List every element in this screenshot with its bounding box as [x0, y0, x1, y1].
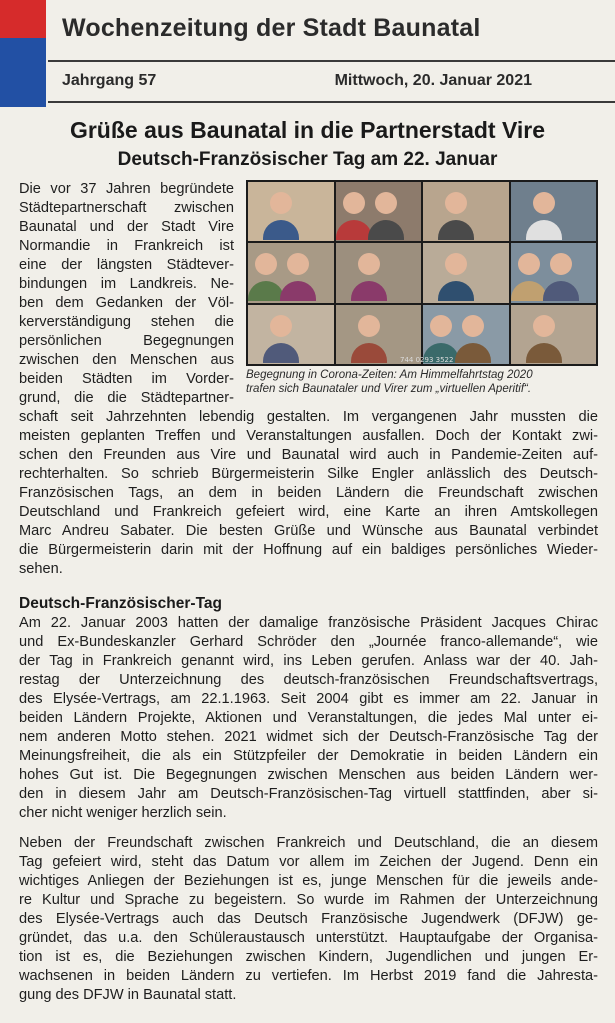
text-line: nem anderen Motto stehen. 2021 widmet sich der Deutsch-Französische Tag der: [19, 729, 598, 745]
person-head: [375, 192, 397, 214]
text-line: hohes Gut ist. Die Begegnungen zwischen Menschen aus beiden Ländern wer-: [19, 767, 598, 783]
text-line: Französischen Tags, an dem in beiden Ländern die Freundschaft zwischen: [19, 485, 598, 501]
participant-tile: [423, 182, 509, 241]
text-line: re Kultur und Sprache zu begeistern. So wurde im Rahmen der Unterzeichnung: [19, 892, 598, 908]
person-body: [248, 281, 284, 301]
text-line: grund, die die Städtepartner-: [19, 390, 234, 406]
text-line: zwischen den Menschen aus: [19, 352, 234, 368]
text-line: trafen sich Baunataler und Virer zum „virtuellen Aperitif“.: [246, 383, 532, 395]
text-line: Die vor 37 Jahren begründete: [19, 181, 234, 197]
issue-line: [62, 72, 532, 90]
article-headline: Grüße aus Baunatal in die Partnerstadt Vire: [69, 117, 546, 143]
participant-tile: [248, 243, 334, 302]
person-head: [270, 192, 292, 214]
person-body: [263, 343, 299, 363]
text-line: Tag gefeiert wird, steht das Datum vor allem im Zeichen der Jugend. Denn ein: [19, 854, 598, 870]
text-line: tion ist es, die Beziehungen zwischen Kindern, Jugendlichen und jungen Er-: [19, 949, 598, 965]
person-body: [336, 220, 372, 240]
person-head: [430, 315, 452, 337]
text-line: ben dem Gedanken der Völ-: [19, 295, 234, 311]
text-line: wachsenen in beiden Ländern zu vertiefen. Im Herbst 2019 fand die Jahresta-: [19, 968, 598, 984]
masthead-rule-bottom: [48, 101, 615, 103]
participant-tile: [423, 243, 509, 302]
text-line: Neben der Freundschaft zwischen Frankreich und Deutschland, die an diesem: [19, 835, 598, 851]
person-body: [511, 281, 547, 301]
volume-label: Jahrgang 57: [62, 72, 157, 89]
text-line: des Elysée-Vertrags auch das Deutsch Französische Jugendwerk (DFJW) ge-: [19, 911, 598, 927]
participant-tile: [336, 182, 422, 241]
person-body: [543, 281, 579, 301]
participant-tile: [248, 305, 334, 364]
text-line: beiden Städten im Vorder-: [19, 371, 234, 387]
person-body: [351, 343, 387, 363]
text-line: restag der Unterzeichnung des deutsch-französischen Freundschaftsvertrags,: [19, 672, 598, 688]
section-heading: Deutsch-Französischer-Tag: [19, 595, 222, 612]
participant-tile: [511, 182, 597, 241]
person-head: [343, 192, 365, 214]
participant-tile: [248, 182, 334, 241]
person-body: [368, 220, 404, 240]
person-body: [438, 281, 474, 301]
person-body: [263, 220, 299, 240]
text-line: gung des DFJW in Baunatal statt.: [19, 987, 237, 1003]
person-head: [445, 192, 467, 214]
text-line: beiden Ländern Projekte, Aktionen und Veranstaltungen, die jedes Mal unter ei-: [19, 710, 598, 726]
text-line: Am 22. Januar 2003 hatten der damalige französische Präsident Jacques Chirac: [19, 615, 598, 631]
person-head: [445, 253, 467, 275]
person-head: [255, 253, 277, 275]
person-head: [358, 253, 380, 275]
person-body: [455, 343, 491, 363]
text-line: Baunatal und der Stadt Vire: [19, 219, 234, 235]
text-line: Begegnung in Corona-Zeiten: Am Himmelfahrtstag 2020: [246, 369, 533, 381]
section-paragraph: [19, 614, 598, 823]
text-line: cher nicht weniger herzlich sein.: [19, 805, 227, 821]
person-head: [533, 192, 555, 214]
text-line: Deutschland und Frankreich gefeiert wird, eine Karte an ihren Amtskollegen: [19, 504, 598, 520]
text-line: persönlichen Begegnungen: [19, 333, 234, 349]
person-head: [533, 315, 555, 337]
person-body: [351, 281, 387, 301]
text-line: der Tag in Frankreich genannt wird, ins Leben gerufen. Anlass war der 40. Jah-: [19, 653, 598, 669]
flag-logo: [0, 0, 46, 107]
person-head: [518, 253, 540, 275]
closing-paragraph: [19, 834, 598, 1005]
video-call-photo: [246, 180, 598, 366]
text-line: schaft seit Jahrzehnten lebendig gestalten. Im vergangenen Jahr mussten die: [19, 409, 598, 425]
text-line: Meinungsfreiheit, die als ein Stützpfeiler der Demokratie in beiden Ländern ein: [19, 748, 598, 764]
flag-blue-stripe: [0, 38, 46, 107]
text-line: schen den Freunden aus Vire und Baunatal wird auch in Pandemie-Zeiten auf-: [19, 447, 598, 463]
text-line: kerverständigung stehen die: [19, 314, 234, 330]
intro-column: [19, 180, 234, 408]
participant-tile: [511, 305, 597, 364]
text-line: meisten geplanten Treffen und Veranstaltungen ausfallen. Doch der Kontakt zwi-: [19, 428, 598, 444]
intro-continued: [19, 408, 598, 579]
issue-date: Mittwoch, 20. Januar 2021: [334, 72, 532, 89]
text-line: rechterhalten. So schrieb Bürgermeisterin Silke Engler anlässlich des Deutsch-: [19, 466, 598, 482]
text-line: eine der längsten Städtever-: [19, 257, 234, 273]
text-line: bindungen im Landkreis. Ne-: [19, 276, 234, 292]
text-line: den in diesem Jahr am Deutsch-Französischen-Tag virtuell stattfinden, aber si-: [19, 786, 598, 802]
newspaper-title: Wochenzeitung der Stadt Baunatal: [62, 14, 481, 42]
flag-red-stripe: [0, 0, 46, 38]
article-subheadline: Deutsch-Französischer Tag am 22. Januar: [117, 149, 498, 170]
text-line: die Bürgermeisterin darin mit der Hoffnung auf ein baldiges persönliches Wieder-: [19, 542, 598, 558]
person-body: [280, 281, 316, 301]
person-body: [438, 220, 474, 240]
photo-caption: [246, 368, 602, 396]
person-head: [550, 253, 572, 275]
participant-tile: [511, 243, 597, 302]
text-line: des Elysée-Vertrags, am 22.1.1963. Seit 2004 gibt es immer am 22. Januar in: [19, 691, 598, 707]
person-body: [526, 220, 562, 240]
text-line: Städtepartnerschaft zwischen: [19, 200, 234, 216]
text-line: Marc Andreu Sabater. Die besten Grüße und Wünsche aus Baunatal verbindet: [19, 523, 598, 539]
text-line: wichtiges Anliegen der Beziehungen ist es, junge Menschen für die jeweils ande-: [19, 873, 598, 889]
participant-tile: [336, 243, 422, 302]
text-line: Normandie in Frankreich ist: [19, 238, 234, 254]
person-head: [270, 315, 292, 337]
text-line: sehen.: [19, 561, 63, 577]
text-line: und Ex-Bundeskanzler Gerhard Schröder den „Journée franco-allemande“, wie: [19, 634, 598, 650]
person-head: [287, 253, 309, 275]
meeting-id: 744 0293 3522: [400, 356, 454, 364]
person-body: [526, 343, 562, 363]
text-line: gründet, das u.a. den Schüleraustausch unterstützt. Hauptaufgabe der Organisa-: [19, 930, 598, 946]
masthead-rule-top: [48, 60, 615, 62]
person-head: [358, 315, 380, 337]
person-head: [462, 315, 484, 337]
